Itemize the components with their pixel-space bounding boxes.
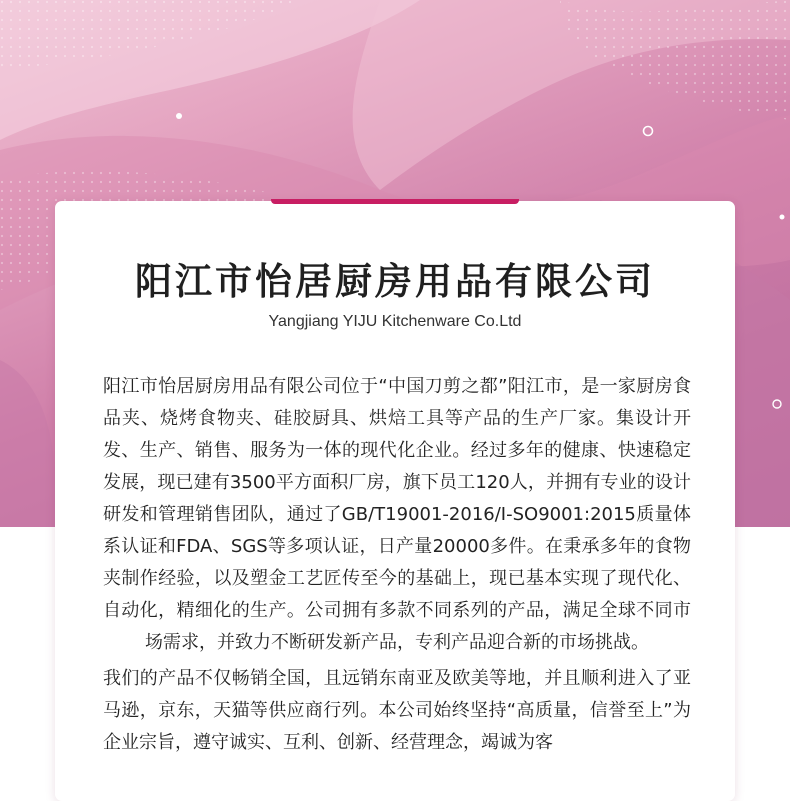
company-name-english: Yangjiang YIJU Kitchenware Co.Ltd <box>268 313 522 330</box>
company-description <box>103 371 691 759</box>
decor-ring <box>644 127 653 136</box>
decor-dot <box>780 215 785 220</box>
company-name-chinese: 阳江市怡居厨房用品有限公司 <box>135 260 655 303</box>
decor-dot <box>176 113 182 119</box>
intro-paragraph-1: 阳江市怡居厨房用品有限公司位于“中国刀剪之都”阳江市，是一家厨房食品夹、烧烤食物夹、硅胶厨具、烘焙工具等产品的生产厂家。集设计开发、生产、销售、服务为一体的现代化企业。经过多年的健康、快速稳定发展，现已建有3500平方面积厂房，旗下员工120人，并拥有专业的设计研发和管理销售团队，通过了GB/T19001-2016/I-SO9001:2015质量体系认证和FDA、SGS等多项认证，日产量20000多件。在秉承多年的食物夹制作经验，以及塑金工艺匠传至今的基础上，现已基本实现了现代化、自动化，精细化的生产。公司拥有多款不同系列的产品，满足全球不同市场需求，并致力不断研发新产品，专利产品迎合新的市场挑战。 <box>103 376 691 653</box>
card-accent-bar <box>271 199 519 204</box>
company-intro-card <box>55 201 735 801</box>
intro-paragraph-2: 我们的产品不仅畅销全国，且远销东南亚及欧美等地，并且顺利进入了亚马逊，京东，天猫等供应商行列。本公司始终坚持“高质量，信誉至上”为企业宗旨，遵守诚实、互利、创新、经营理念，竭诚为客 <box>103 668 691 753</box>
